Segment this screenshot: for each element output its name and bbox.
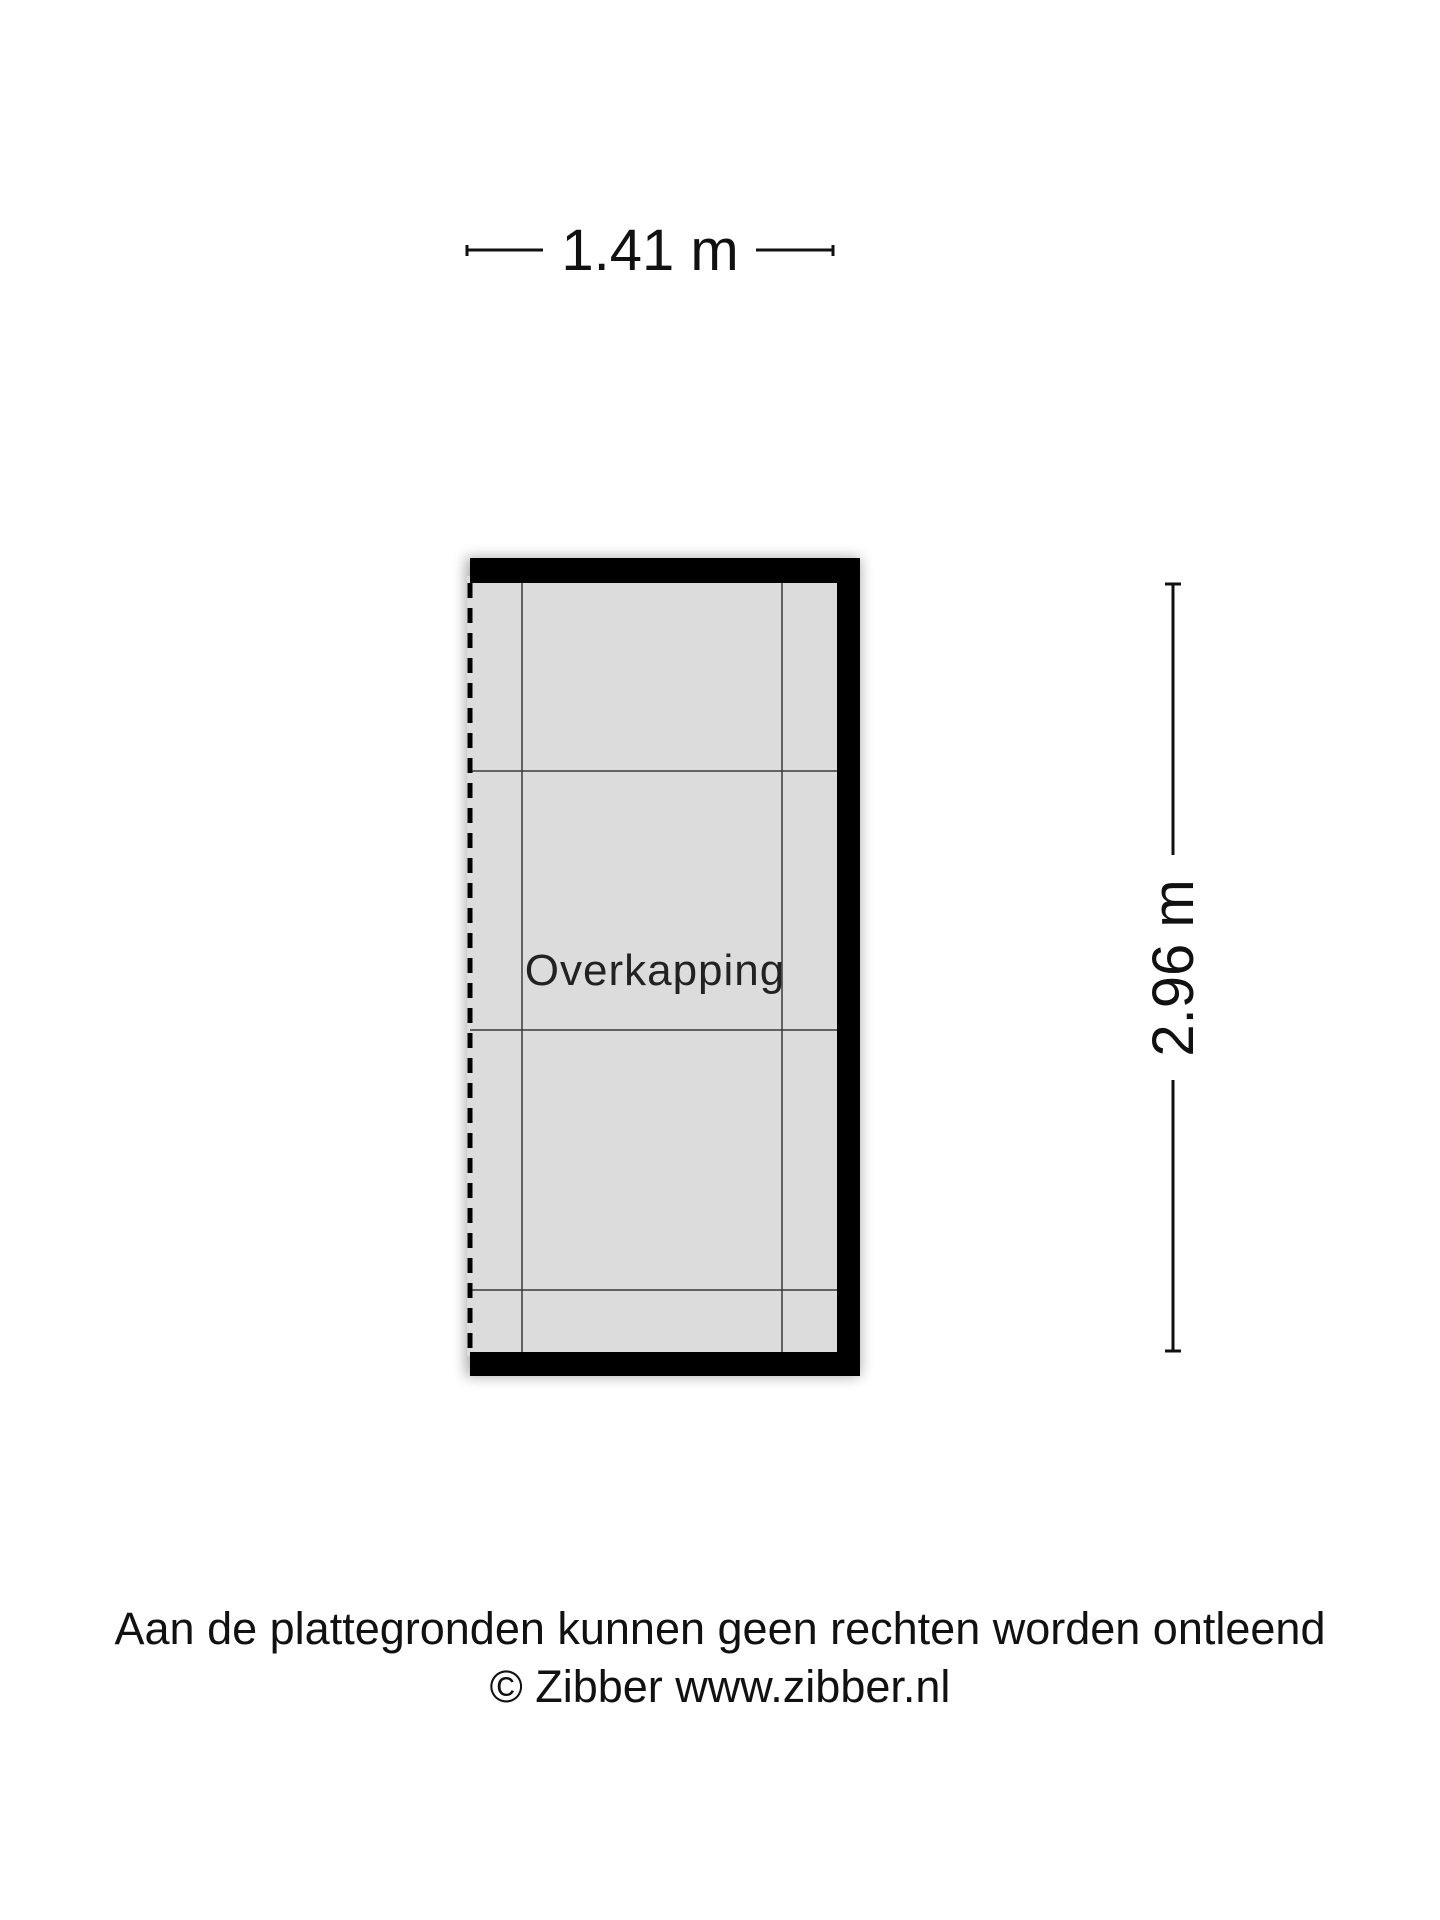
room-label: Overkapping xyxy=(524,946,786,995)
bottom-wall xyxy=(470,1352,860,1376)
height-dimension xyxy=(1141,584,1206,1351)
height-dimension-label: 2.96 m xyxy=(1141,879,1206,1057)
top-wall xyxy=(470,558,860,583)
disclaimer-text: Aan de plattegronden kunnen geen rechten worden ontleend xyxy=(114,1603,1326,1654)
copyright-text: © Zibber www.zibber.nl xyxy=(489,1661,951,1712)
width-dimension-label: 1.41 m xyxy=(561,218,739,283)
width-dimension xyxy=(467,218,833,283)
right-wall xyxy=(837,558,860,1376)
